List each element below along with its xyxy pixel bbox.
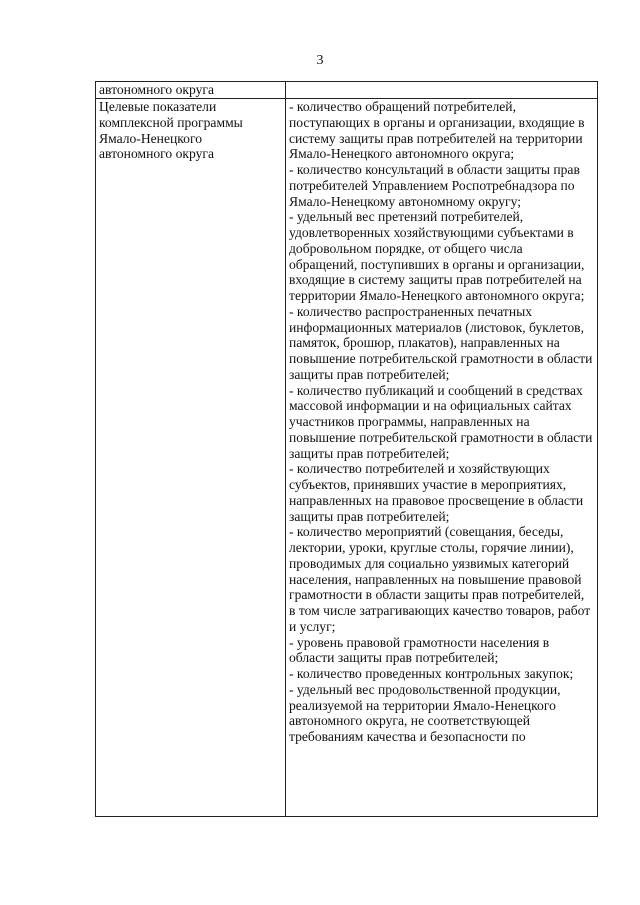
indicator-list: [286, 99, 598, 817]
row-label-line: Целевые показатели: [99, 99, 217, 114]
indicator-item: - количество публикаций и сообщений в средствах массовой информации и на официальных сайтах участников программы, направленных на повышение потребительской грамотности в области защиты прав потребителей;: [289, 382, 593, 461]
indicator-item: - количество распространенных печатных информационных материалов (листовок, буклетов, памяток, брошюр, плакатов), направленных на повышение потребительской грамотности в области защиты прав потребителей;: [289, 303, 593, 382]
indicator-item: - количество обращений потребителей, поступающих в органы и организации, входящие в систему защиты прав потребителей на территории Ямало-Ненецкого автономного округа;: [289, 99, 585, 162]
indicator-item: - уровень правовой грамотности населения в области защиты прав потребителей;: [289, 634, 550, 666]
indicator-item: - удельный вес претензий потребителей, удовлетворенных хозяйствующими субъектами в добровольном порядке, от общего числа обращений, поступивших в органы и организации, входящие в систему защиты прав потребителей на территории Ямало-Ненецкого автономного округа;: [289, 209, 585, 303]
table-row: [96, 82, 598, 99]
row-value-empty: [286, 82, 598, 99]
indicator-item: - количество потребителей и хозяйствующих субъектов, принявших участие в мероприятиях, направленных на правовое просвещение в области защиты прав потребителей;: [289, 461, 584, 524]
indicator-item: - количество консультаций в области защиты прав потребителей Управлением Роспотребнадзора по Ямало-Ненецкому автономному округу;: [289, 162, 580, 209]
program-table: [95, 81, 598, 817]
row-label-target-indicators: [96, 99, 286, 817]
page-number: 3: [316, 53, 324, 68]
indicator-item: - количество проведенных контрольных закупок;: [289, 666, 574, 681]
indicator-item: - удельный вес продовольственной продукции, реализуемой на территории Ямало-Ненецкого автономного округа, не соответствующей требованиям качества и безопасности по: [289, 681, 561, 744]
row-label-line: автономного округа: [99, 146, 215, 162]
row-label-continued: автономного округа: [96, 82, 286, 99]
row-label-line: комплексной программы: [99, 114, 243, 130]
table-row: [96, 99, 598, 817]
row-label-line: Ямало-Ненецкого: [99, 130, 203, 146]
indicator-item: - количество мероприятий (совещания, беседы, лектории, уроки, круглые столы, горячие линии), проводимых для социально уязвимых категорий населения, направленных на повышение правовой грамотности в области защиты прав потребителей, в том числе затрагивающих качество товаров, работ и услуг;: [289, 524, 591, 634]
